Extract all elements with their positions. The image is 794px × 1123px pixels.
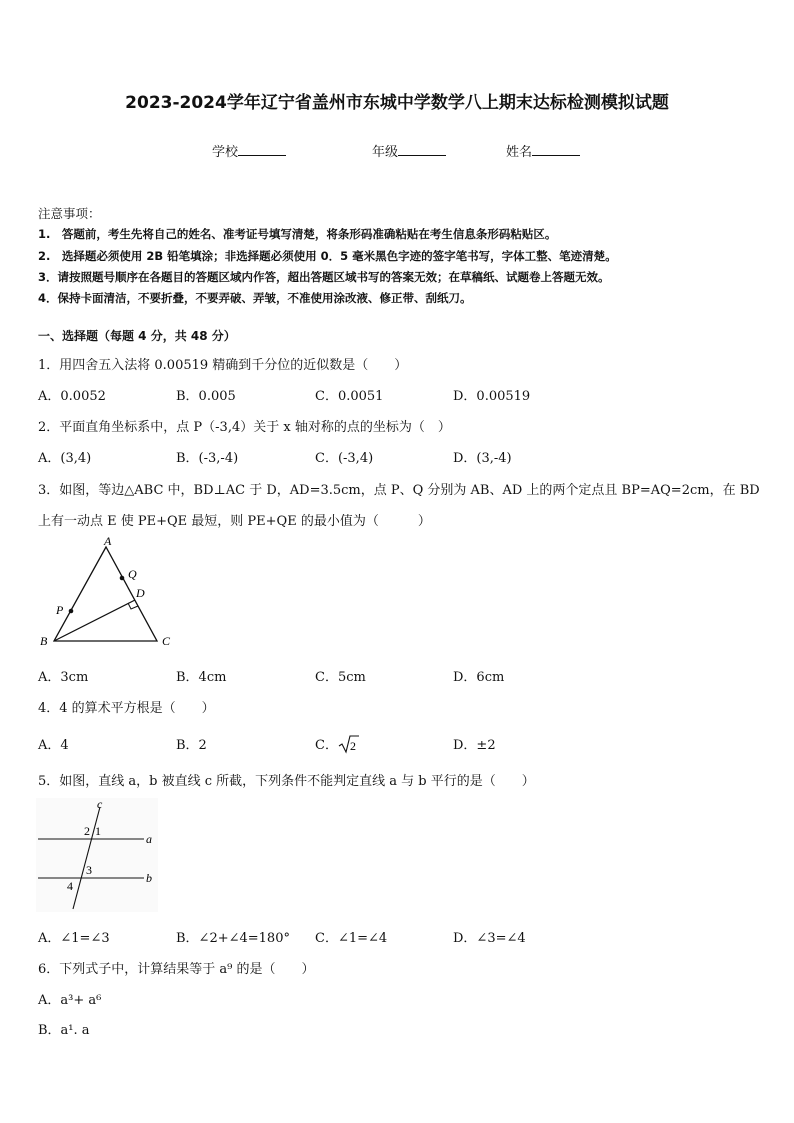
q1-option-a[interactable]: A．0.0052	[38, 389, 106, 404]
label-p: P	[56, 603, 64, 617]
question-6-stem: 6．下列式子中，计算结果等于 a⁹ 的是（ ）	[38, 962, 315, 977]
question-1-stem: 1．用四舍五入法将 0.00519 精确到千分位的近似数是（ ）	[38, 358, 408, 373]
parallel-lines-figure	[36, 798, 158, 912]
q4-option-c-label: C．	[315, 738, 338, 753]
section-heading: 一、选择题（每题 4 分，共 48 分）	[38, 329, 236, 343]
angle-3-label: 3	[86, 863, 92, 877]
q1-option-d[interactable]: D．0.00519	[453, 389, 531, 404]
q4-option-d[interactable]: D．±2	[453, 738, 496, 753]
sqrt-radicand: 2	[349, 739, 356, 753]
label-c: C	[162, 634, 171, 648]
name-field	[506, 141, 580, 160]
school-label: 学校	[212, 145, 239, 160]
q1-option-c[interactable]: C．0.0051	[315, 389, 384, 404]
sqrt-icon	[338, 734, 360, 754]
grade-blank[interactable]	[398, 143, 446, 156]
angle-4-label: 4	[67, 879, 73, 893]
label-q: Q	[128, 567, 137, 581]
label-d: D	[136, 586, 145, 600]
q1-option-b[interactable]: B．0.005	[176, 389, 236, 404]
q4-option-c[interactable]	[315, 734, 360, 754]
notice-block	[38, 203, 617, 309]
triangle-figure	[36, 536, 176, 650]
question-2-stem: 2．平面直角坐标系中，点 P（-3,4）关于 x 轴对称的点的坐标为（ ）	[38, 420, 451, 435]
q2-option-a[interactable]: A．(3,4)	[38, 451, 92, 466]
q4-option-b[interactable]: B．2	[176, 738, 207, 753]
label-a: A	[104, 536, 112, 548]
q6-option-a[interactable]: A．a³+ a⁶	[38, 993, 102, 1008]
q5-option-a[interactable]: A．∠1=∠3	[38, 931, 110, 946]
notice-item-3: 3．请按照题号顺序在各题目的答题区域内作答，超出答题区域书写的答案无效；在草稿纸、试题卷上答题无效。	[38, 269, 610, 284]
notice-item-2: 2. 选择题必须使用 2B 铅笔填涂；非选择题必须使用 0．5 毫米黑色字迹的签字笔书写，字体工整、笔迹清楚。	[38, 248, 617, 263]
q2-option-b[interactable]: B．(-3,-4)	[176, 451, 239, 466]
notice-item-1: 1. 答题前，考生先将自己的姓名、准考证号填写清楚，将条形码准确粘贴在考生信息条形码粘贴区。	[38, 227, 557, 242]
label-b: B	[40, 634, 48, 648]
label-a: a	[146, 832, 152, 846]
q5-option-c[interactable]: C．∠1=∠4	[315, 931, 388, 946]
name-blank[interactable]	[532, 143, 580, 156]
angle-2-label: 2	[84, 824, 90, 838]
question-3-stem-line2: 上有一动点 E 使 PE+QE 最短，则 PE+QE 的最小值为（ ）	[38, 514, 431, 529]
q5-option-d[interactable]: D．∠3=∠4	[453, 931, 526, 946]
name-label: 姓名	[506, 145, 533, 160]
angle-1-label: 1	[95, 824, 101, 838]
q3-option-c[interactable]: C．5cm	[315, 670, 366, 685]
question-3-stem: 3．如图，等边△ABC 中，BD⊥AC 于 D，AD=3.5cm，点 P、Q 分别为 AB、AD 上的两个定点且 BP=AQ=2cm，在 BD	[38, 483, 760, 498]
q3-option-d[interactable]: D．6cm	[453, 670, 505, 685]
q6-option-b[interactable]: B．a¹. a	[38, 1023, 90, 1038]
point-p	[69, 609, 74, 614]
segment-bd	[54, 600, 135, 641]
notice-item-4: 4．保持卡面清洁，不要折叠，不要弄破、弄皱，不准使用涂改液、修正带、刮纸刀。	[38, 291, 472, 306]
q3-option-a[interactable]: A．3cm	[38, 670, 89, 685]
school-blank[interactable]	[238, 143, 286, 156]
grade-field	[372, 141, 446, 160]
label-b: b	[146, 871, 152, 885]
grade-label: 年级	[372, 145, 399, 160]
label-c: c	[97, 798, 103, 811]
q2-option-d[interactable]: D．(3,-4)	[453, 451, 512, 466]
school-field	[212, 141, 286, 160]
point-q	[120, 576, 125, 581]
q3-option-b[interactable]: B．4cm	[176, 670, 227, 685]
question-5-stem: 5．如图，直线 a，b 被直线 c 所截，下列条件不能判定直线 a 与 b 平行的是（ ）	[38, 774, 535, 789]
question-4-stem: 4．4 的算术平方根是（ ）	[38, 701, 215, 716]
q5-option-b[interactable]: B．∠2+∠4=180°	[176, 931, 290, 946]
q2-option-c[interactable]: C．(-3,4)	[315, 451, 374, 466]
notice-heading: 注意事项：	[38, 206, 101, 221]
q4-option-a[interactable]: A．4	[38, 738, 69, 753]
page-title: 2023-2024学年辽宁省盖州市东城中学数学八上期末达标检测模拟试题	[125, 93, 669, 113]
